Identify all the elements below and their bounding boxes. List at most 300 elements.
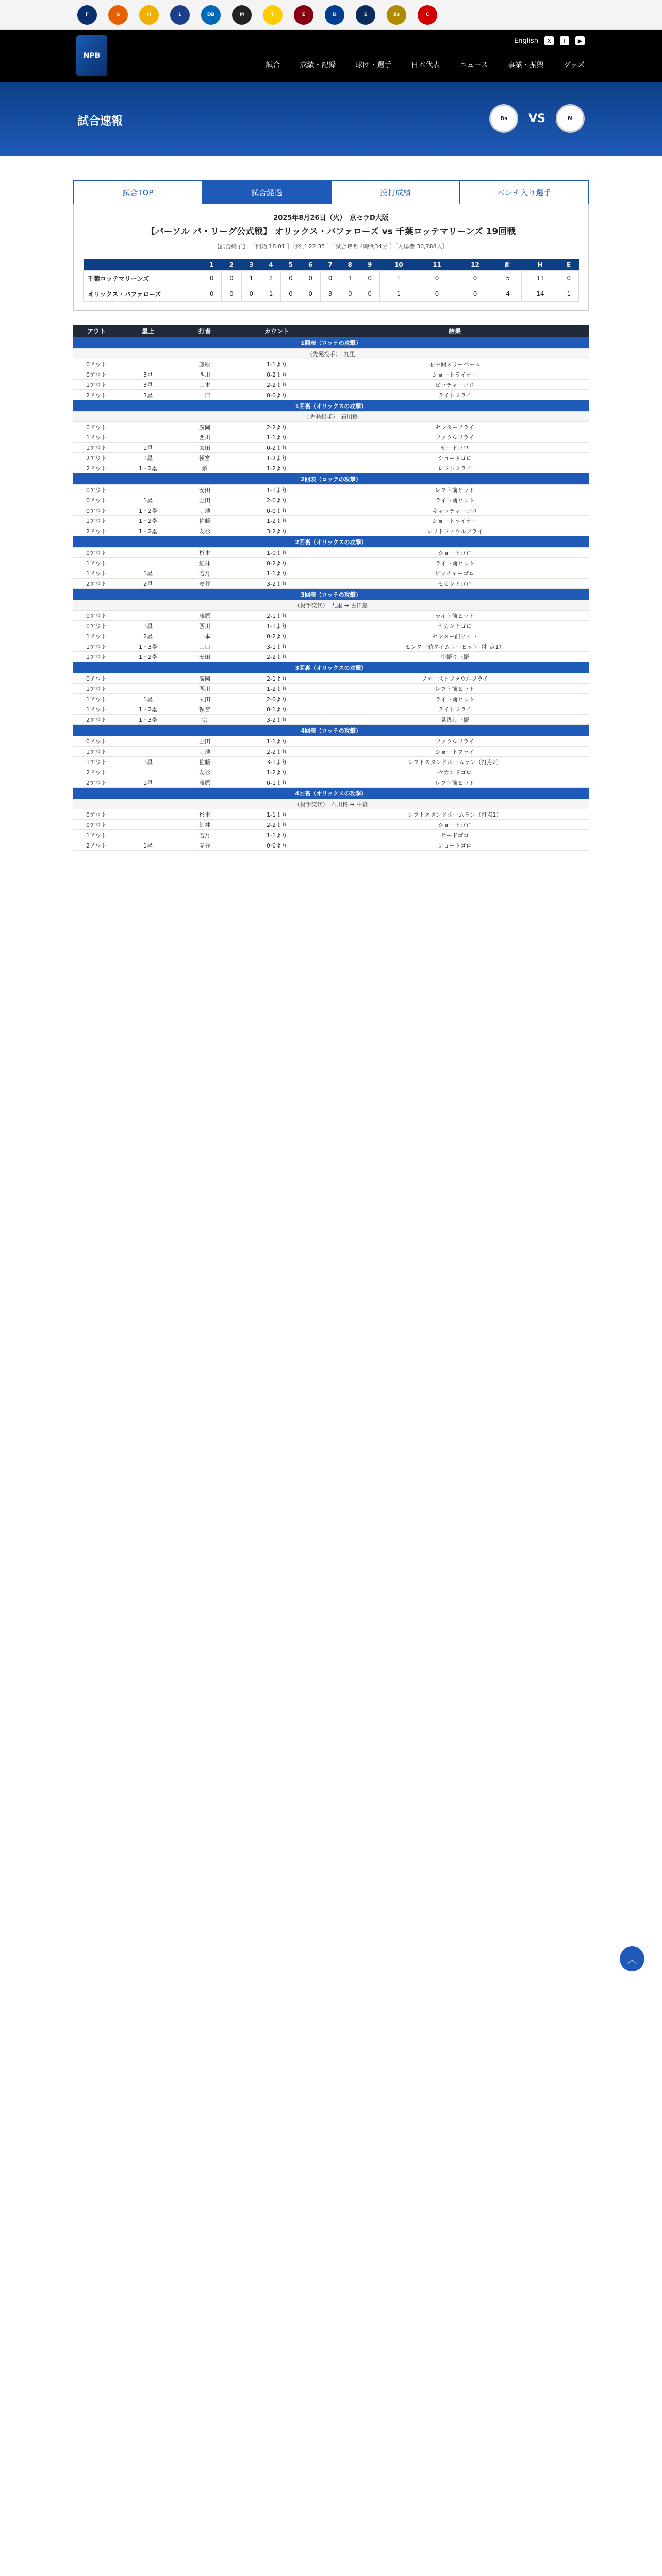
team-logo-icon[interactable]: F [77, 5, 97, 25]
team-logo-icon[interactable]: E [294, 5, 313, 25]
play-cell: 2アウト [73, 579, 120, 589]
score-cell: 0 [340, 286, 360, 301]
play-cell[interactable]: 山本 [176, 631, 233, 641]
score-cell: 4 [494, 286, 522, 301]
play-cell[interactable]: 藤原 [176, 611, 233, 621]
play-cell[interactable]: 麦谷 [176, 840, 233, 851]
play-cell: 1-1より [233, 568, 321, 579]
play-cell: ピッチャーゴロ [321, 380, 589, 390]
play-cell: 3-1より [233, 641, 321, 652]
play-cell: 2アウト [73, 767, 120, 777]
score-cell: 1 [261, 286, 280, 301]
play-cell[interactable]: 若月 [176, 830, 233, 840]
play-cell: 1塁 [120, 840, 176, 851]
inning-label: 2回裏（オリックスの攻撃） [73, 536, 589, 548]
play-cell[interactable]: 西川 [176, 369, 233, 380]
play-cell [120, 736, 176, 747]
score-header: 6 [301, 259, 320, 270]
game-meta: 【試合終了】 ［開始 18:01 ］［終了 22:35 ］［試合時間 4時間34分 ］［入場者 30,788人］ [214, 243, 448, 250]
play-cell: 1塁 [120, 621, 176, 631]
play-cell: 2-2より [233, 422, 321, 432]
play-cell: 1アウト [73, 568, 120, 579]
play-cell: 1アウト [73, 694, 120, 704]
play-cell: 0アウト [73, 820, 120, 830]
play-row [73, 641, 589, 652]
play-row [73, 820, 589, 830]
play-cell: 空振り三振 [321, 652, 589, 662]
play-cell: 1塁 [120, 495, 176, 505]
play-cell [120, 684, 176, 694]
score-cell: 0 [301, 286, 320, 301]
play-by-play [73, 325, 589, 851]
play-cell [120, 432, 176, 443]
inning-header [73, 473, 589, 485]
inning-label: 2回表（ロッテの攻撃） [73, 473, 589, 485]
tab-0[interactable]: 試合TOP [74, 181, 203, 204]
score-cell: 0 [456, 270, 494, 286]
play-cell: ライト前ヒット [321, 558, 589, 568]
score-row [84, 286, 579, 301]
nav-item[interactable]: グッズ [563, 61, 585, 70]
play-cell: 3-1より [233, 757, 321, 767]
play-cell: ショートゴロ [321, 453, 589, 463]
play-cell: 0アウト [73, 611, 120, 621]
play-cell: 0-2より [233, 369, 321, 380]
play-cell[interactable]: 宗 [176, 463, 233, 473]
play-cell: レフトスタンドホームラン（打点2） [321, 757, 589, 767]
play-cell[interactable]: 山口 [176, 641, 233, 652]
score-cell: 3 [320, 286, 340, 301]
game-date: 2025年8月26日（火） 京セラD大阪 [273, 214, 389, 222]
score-cell: 0 [222, 270, 241, 286]
play-cell: 0アウト [73, 505, 120, 516]
play-cell[interactable]: 山本 [176, 380, 233, 390]
play-cell: 2アウト [73, 840, 120, 851]
page-title: 試合速報 [77, 115, 123, 128]
play-row [73, 485, 589, 495]
play-cell[interactable]: 麦谷 [176, 579, 233, 589]
scoreboard [83, 259, 579, 302]
score-cell: 5 [494, 270, 522, 286]
score-header: H [522, 259, 559, 270]
team-logo-icon[interactable]: C [418, 5, 437, 25]
play-cell[interactable]: 佐藤 [176, 516, 233, 526]
inning-label: 3回表（ロッテの攻撃） [73, 589, 589, 600]
play-cell: 1-2より [233, 463, 321, 473]
team-logo-icon[interactable]: L [170, 5, 190, 25]
play-cell: ピッチャーゴロ [321, 568, 589, 579]
play-cell: 2-2より [233, 652, 321, 662]
play-cell: 2塁 [120, 631, 176, 641]
score-header: 5 [281, 259, 301, 270]
play-cell[interactable]: 藤原 [176, 359, 233, 369]
play-cell[interactable]: 若月 [176, 568, 233, 579]
play-cell: 2アウト [73, 390, 120, 400]
play-row [73, 453, 589, 463]
play-cell[interactable]: 頓宮 [176, 704, 233, 715]
play-cell: 0-0より [233, 390, 321, 400]
play-row [73, 548, 589, 558]
play-cell: 2-1より [233, 611, 321, 621]
npb-logo[interactable]: NPB [76, 35, 107, 76]
score-cell: 0 [456, 286, 494, 301]
play-cell[interactable]: 廣岡 [176, 673, 233, 684]
hero-banner [0, 82, 662, 156]
play-cell: 3-2より [233, 579, 321, 589]
play-cell: 右中間スリーベース [321, 359, 589, 369]
pitcher-note: （投手交代） 九里 → 古田島 [73, 600, 589, 611]
team-logo-icon[interactable]: S [356, 5, 375, 25]
score-header: 3 [241, 259, 261, 270]
facebook-icon[interactable]: f [560, 36, 569, 45]
play-cell[interactable]: 上田 [176, 736, 233, 747]
score-header: 7 [320, 259, 340, 270]
play-cell: 0アウト [73, 495, 120, 505]
team-logo-icon[interactable]: M [232, 5, 252, 25]
scoreboard-section [73, 256, 589, 311]
pbp-header: 結果 [321, 325, 589, 337]
play-cell: 1-1より [233, 809, 321, 820]
play-cell: ショートライナー [321, 369, 589, 380]
site-header [0, 30, 662, 82]
play-cell: ライトフライ [321, 704, 589, 715]
play-cell[interactable]: 廣岡 [176, 422, 233, 432]
pitcher-note-row [73, 412, 589, 422]
pitcher-note-row [73, 600, 589, 611]
play-cell: 1アウト [73, 757, 120, 767]
play-cell: 1-2より [233, 684, 321, 694]
play-cell: ショートゴロ [321, 840, 589, 851]
play-row [73, 558, 589, 568]
score-header: 8 [340, 259, 360, 270]
play-cell: 0-2より [233, 443, 321, 453]
play-row [73, 767, 589, 777]
score-cell: 0 [301, 270, 320, 286]
nav-item[interactable]: 事業・振興 [507, 61, 544, 70]
play-cell[interactable]: 西川 [176, 432, 233, 443]
x-icon[interactable]: X [544, 36, 554, 45]
play-cell: 1アウト [73, 747, 120, 757]
play-row [73, 422, 589, 432]
play-row [73, 495, 589, 505]
play-cell: レフトスタンドホームラン（打点1） [321, 809, 589, 820]
play-row [73, 747, 589, 757]
inning-header [73, 725, 589, 736]
english-link[interactable]: English [514, 37, 538, 45]
play-row [73, 840, 589, 851]
play-cell[interactable]: 杉本 [176, 809, 233, 820]
play-cell: 1-2より [233, 453, 321, 463]
play-cell[interactable]: 友杉 [176, 526, 233, 536]
tab-2[interactable]: 投打成績 [332, 181, 460, 204]
score-header: 2 [222, 259, 241, 270]
play-cell: サードゴロ [321, 830, 589, 840]
play-cell[interactable]: 太田 [176, 694, 233, 704]
play-cell: 1アウト [73, 631, 120, 641]
play-row [73, 757, 589, 767]
main-content [73, 180, 589, 851]
play-row [73, 526, 589, 536]
play-cell[interactable]: 寺地 [176, 747, 233, 757]
play-cell: 0アウト [73, 359, 120, 369]
play-cell [120, 359, 176, 369]
play-cell[interactable]: 頓宮 [176, 453, 233, 463]
play-cell: 見逃し三振 [321, 715, 589, 725]
play-cell: 3-2より [233, 715, 321, 725]
score-cell: 2 [261, 270, 280, 286]
play-cell: 0-0より [233, 505, 321, 516]
back-to-top-button[interactable]: ︿ [620, 1946, 644, 1971]
inning-label: 1回表（ロッテの攻撃） [73, 337, 589, 349]
play-cell: 1・2塁 [120, 516, 176, 526]
play-cell: 1-1より [233, 830, 321, 840]
play-cell[interactable]: 上田 [176, 495, 233, 505]
play-cell: 2-2より [233, 380, 321, 390]
play-cell: セカンドゴロ [321, 579, 589, 589]
score-header: E [559, 259, 578, 270]
play-cell: ショートライナー [321, 516, 589, 526]
score-cell: 0 [281, 270, 301, 286]
play-cell[interactable]: 安田 [176, 485, 233, 495]
inning-header [73, 788, 589, 799]
play-cell: 3塁 [120, 390, 176, 400]
pitcher-note: （投手交代） 石川柊 → 中森 [73, 799, 589, 809]
play-row [73, 777, 589, 788]
score-header: 4 [261, 259, 280, 270]
score-cell: 0 [360, 286, 379, 301]
play-cell: ファーストファウルフライ [321, 673, 589, 684]
play-cell: 1アウト [73, 443, 120, 453]
score-cell: 0 [222, 286, 241, 301]
play-row [73, 715, 589, 725]
play-cell [120, 422, 176, 432]
play-cell: 0アウト [73, 673, 120, 684]
play-row [73, 568, 589, 579]
pbp-header: アウト [73, 325, 120, 337]
play-cell: 2-0より [233, 694, 321, 704]
play-cell: 2-2より [233, 820, 321, 830]
play-row [73, 359, 589, 369]
play-cell [120, 673, 176, 684]
play-cell: 0-0より [233, 840, 321, 851]
play-cell: 0-2より [233, 631, 321, 641]
play-cell[interactable]: 山口 [176, 390, 233, 400]
play-row [73, 579, 589, 589]
play-cell: 0-1より [233, 777, 321, 788]
team-logo-icon[interactable]: D [325, 5, 344, 25]
inning-header [73, 662, 589, 673]
play-cell[interactable]: 寺地 [176, 505, 233, 516]
play-cell: 2-0より [233, 495, 321, 505]
pitcher-note: （先発投手） 九里 [73, 349, 589, 359]
play-cell: 1-1より [233, 736, 321, 747]
play-cell: 1・3塁 [120, 641, 176, 652]
game-info [73, 204, 589, 256]
play-cell: 0アウト [73, 422, 120, 432]
score-team[interactable]: 千葉ロッテマリーンズ [84, 270, 202, 286]
play-cell: 1-1より [233, 485, 321, 495]
play-cell: 2塁 [120, 579, 176, 589]
play-cell: 1・2塁 [120, 704, 176, 715]
play-cell: 1アウト [73, 558, 120, 568]
score-cell: 0 [281, 286, 301, 301]
pitcher-note-row [73, 799, 589, 809]
team-logo-icon[interactable]: DB [201, 5, 221, 25]
play-cell: 2-1より [233, 673, 321, 684]
score-row [84, 270, 579, 286]
nav-item[interactable]: 球団・選手 [355, 61, 392, 70]
play-cell [120, 485, 176, 495]
play-cell: 1-0より [233, 548, 321, 558]
play-cell [120, 548, 176, 558]
matchup [489, 104, 585, 133]
play-cell: 1アウト [73, 432, 120, 443]
play-cell: 1アウト [73, 684, 120, 694]
team-logo-icon[interactable]: G [108, 5, 128, 25]
game-title: 【パーソル パ・リーグ公式戦】 オリックス・バファローズ vs 千葉ロッテマリーンズ 19回戦 [146, 227, 516, 237]
score-cell: 0 [418, 286, 456, 301]
game-tabs [73, 180, 589, 204]
play-cell: セカンドゴロ [321, 767, 589, 777]
play-cell [120, 767, 176, 777]
team-logo-icon[interactable]: H [139, 5, 159, 25]
play-cell: ファウルフライ [321, 432, 589, 443]
score-cell: 11 [522, 270, 559, 286]
play-row [73, 830, 589, 840]
play-cell: 0アウト [73, 369, 120, 380]
play-cell: 2アウト [73, 453, 120, 463]
score-cell: 1 [241, 270, 261, 286]
play-row [73, 390, 589, 400]
pbp-header: カウント [233, 325, 321, 337]
score-cell: 0 [559, 270, 578, 286]
play-cell: 1アウト [73, 380, 120, 390]
play-cell [120, 558, 176, 568]
play-cell[interactable]: 紅林 [176, 820, 233, 830]
play-cell: 2-2より [233, 747, 321, 757]
score-cell: 0 [202, 286, 222, 301]
play-cell [120, 809, 176, 820]
play-cell: 1塁 [120, 568, 176, 579]
play-row [73, 611, 589, 621]
inning-header [73, 589, 589, 600]
play-cell: 1-2より [233, 767, 321, 777]
nav-item[interactable]: 試合 [266, 61, 280, 70]
score-cell: 0 [320, 270, 340, 286]
play-cell: 0アウト [73, 736, 120, 747]
play-cell: 1アウト [73, 704, 120, 715]
utility-links [514, 36, 585, 45]
play-cell[interactable]: 西川 [176, 621, 233, 631]
play-cell[interactable]: 宗 [176, 715, 233, 725]
play-cell: 0アウト [73, 548, 120, 558]
score-header: 1 [202, 259, 222, 270]
play-row [73, 369, 589, 380]
play-cell: 1-1より [233, 621, 321, 631]
inning-header [73, 400, 589, 412]
play-row [73, 736, 589, 747]
play-cell[interactable]: 太田 [176, 443, 233, 453]
play-cell [120, 747, 176, 757]
play-cell[interactable]: 西川 [176, 684, 233, 694]
play-cell[interactable]: 友杉 [176, 767, 233, 777]
tab-1[interactable]: 試合経過 [203, 181, 332, 204]
play-cell: 1・3塁 [120, 715, 176, 725]
score-header: 計 [494, 259, 522, 270]
play-cell[interactable]: 安田 [176, 652, 233, 662]
nav-item[interactable]: ニュース [459, 61, 488, 70]
play-cell: 1-2より [233, 516, 321, 526]
play-row [73, 809, 589, 820]
play-cell: 1アウト [73, 830, 120, 840]
score-cell: 1 [379, 270, 418, 286]
score-team[interactable]: オリックス・バファローズ [84, 286, 202, 301]
play-row [73, 516, 589, 526]
play-cell: セカンドゴロ [321, 621, 589, 631]
nav-item[interactable]: 成績・記録 [300, 61, 336, 70]
pbp-header: 打者 [176, 325, 233, 337]
score-header [84, 259, 202, 270]
score-header: 11 [418, 259, 456, 270]
play-row [73, 704, 589, 715]
play-cell[interactable]: 佐藤 [176, 757, 233, 767]
play-cell: センター前ヒット [321, 631, 589, 641]
score-cell: 14 [522, 286, 559, 301]
play-cell: ショートゴロ [321, 820, 589, 830]
play-cell: 1アウト [73, 641, 120, 652]
play-cell: 2アウト [73, 526, 120, 536]
play-cell: レフト前ヒット [321, 485, 589, 495]
play-cell: 0アウト [73, 621, 120, 631]
play-cell: ライトフライ [321, 390, 589, 400]
team-logo-icon[interactable]: Bs [387, 5, 406, 25]
score-cell: 1 [379, 286, 418, 301]
play-row [73, 463, 589, 473]
inning-label: 3回裏（オリックスの攻撃） [73, 662, 589, 673]
play-cell: ファウルフライ [321, 736, 589, 747]
play-cell: レフトファウルフライ [321, 526, 589, 536]
play-cell: 3塁 [120, 380, 176, 390]
play-cell[interactable]: 杉本 [176, 548, 233, 558]
inning-label: 4回表（ロッテの攻撃） [73, 725, 589, 736]
play-cell[interactable]: 紅林 [176, 558, 233, 568]
play-row [73, 621, 589, 631]
play-cell: ライト前ヒット [321, 611, 589, 621]
play-cell: レフトフライ [321, 463, 589, 473]
home-team-emblem[interactable]: Bs [489, 104, 518, 133]
away-team-emblem[interactable]: M [556, 104, 585, 133]
score-cell: 0 [241, 286, 261, 301]
play-cell: サードゴロ [321, 443, 589, 453]
play-cell: 1塁 [120, 757, 176, 767]
pbp-header: 塁上 [120, 325, 176, 337]
team-logo-icon[interactable]: T [263, 5, 283, 25]
team-bar [0, 0, 662, 30]
play-cell[interactable]: 藤原 [176, 777, 233, 788]
play-cell: 1・2塁 [120, 652, 176, 662]
tab-3[interactable]: ベンチ入り選手 [460, 181, 588, 204]
youtube-icon[interactable]: ▶ [575, 36, 585, 45]
play-cell: 1塁 [120, 694, 176, 704]
play-cell: 3-2より [233, 526, 321, 536]
nav-item[interactable]: 日本代表 [411, 61, 440, 70]
play-cell: 0アウト [73, 485, 120, 495]
play-row [73, 673, 589, 684]
play-cell: 2アウト [73, 463, 120, 473]
play-cell: 1アウト [73, 652, 120, 662]
inning-header [73, 337, 589, 349]
play-cell: キャッチャーゴロ [321, 505, 589, 516]
